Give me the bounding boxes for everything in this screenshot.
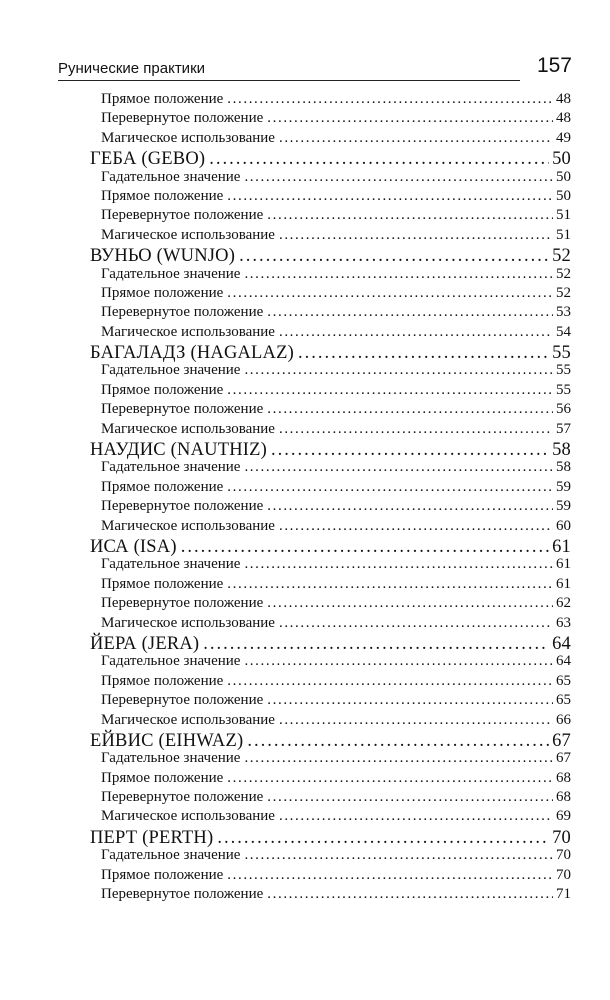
toc-entry-page: 61 xyxy=(556,556,571,573)
toc-section-entry xyxy=(90,653,571,672)
toc-entry-page: 69 xyxy=(556,808,571,825)
toc-entry-title: Прямое положение xyxy=(101,672,224,689)
dot-leader xyxy=(267,886,553,903)
dot-leader xyxy=(227,91,553,108)
toc-entry-page: 53 xyxy=(556,304,571,321)
dot-leader xyxy=(279,808,553,825)
toc-entry-page: 61 xyxy=(556,575,571,592)
dot-leader xyxy=(267,595,553,612)
toc-entry-page: 61 xyxy=(552,536,571,557)
toc-entry-page: 51 xyxy=(556,226,571,243)
dot-leader xyxy=(244,362,553,379)
dot-leader xyxy=(267,304,553,321)
toc-entry-page: 65 xyxy=(556,692,571,709)
toc-chapter-entry xyxy=(90,440,571,459)
toc-entry-title: БАГАЛАДЗ (HAGALAZ) xyxy=(90,343,294,364)
toc-section-entry xyxy=(90,673,571,692)
dot-leader xyxy=(217,828,549,849)
dot-leader xyxy=(244,266,553,283)
toc-entry-title: Магическое использование xyxy=(101,226,275,243)
running-header xyxy=(58,56,572,84)
toc-entry-title: Перевернутое положение xyxy=(101,110,264,127)
toc-entry-title: Магическое использование xyxy=(101,517,275,534)
toc-entry-page: 59 xyxy=(556,478,571,495)
toc-entry-title: Прямое положение xyxy=(101,381,224,398)
toc-entry-page: 64 xyxy=(556,653,571,670)
dot-leader xyxy=(279,130,553,147)
toc-entry-title: Гадательное значение xyxy=(101,847,241,864)
toc-entry-page: 59 xyxy=(556,498,571,515)
toc-entry-page: 52 xyxy=(556,265,571,282)
toc-entry-page: 67 xyxy=(552,730,571,751)
dot-leader xyxy=(227,382,553,399)
toc-entry-page: 55 xyxy=(552,343,571,364)
table-of-contents xyxy=(90,91,571,905)
toc-entry-title: ГЕБА (GEBO) xyxy=(90,149,206,170)
toc-section-entry xyxy=(90,712,571,731)
toc-chapter-entry xyxy=(90,246,571,265)
toc-entry-title: ВУНЬО (WUNJO) xyxy=(90,246,236,267)
toc-entry-page: 56 xyxy=(556,401,571,418)
toc-entry-title: НАУДИС (NAUTHIZ) xyxy=(90,440,267,461)
toc-entry-page: 68 xyxy=(556,789,571,806)
toc-entry-title: Гадательное значение xyxy=(101,653,241,670)
toc-section-entry xyxy=(90,382,571,401)
toc-section-entry xyxy=(90,266,571,285)
toc-entry-title: Магическое использование xyxy=(101,614,275,631)
toc-entry-page: 49 xyxy=(556,129,571,146)
dot-leader xyxy=(244,847,553,864)
toc-entry-title: Гадательное значение xyxy=(101,168,241,185)
dot-leader xyxy=(267,207,553,224)
toc-entry-page: 50 xyxy=(552,149,571,170)
toc-chapter-entry xyxy=(90,343,571,362)
toc-entry-title: Магическое использование xyxy=(101,711,275,728)
toc-entry-page: 71 xyxy=(556,886,571,903)
dot-leader xyxy=(244,459,553,476)
toc-entry-title: Прямое положение xyxy=(101,769,224,786)
toc-section-entry xyxy=(90,615,571,634)
toc-section-entry xyxy=(90,808,571,827)
dot-leader xyxy=(279,615,553,632)
toc-entry-page: 58 xyxy=(552,440,571,461)
toc-section-entry xyxy=(90,362,571,381)
toc-section-entry xyxy=(90,304,571,323)
toc-section-entry xyxy=(90,556,571,575)
toc-section-entry xyxy=(90,188,571,207)
toc-section-entry xyxy=(90,130,571,149)
toc-entry-title: Магическое использование xyxy=(101,808,275,825)
dot-leader xyxy=(227,285,553,302)
toc-entry-page: 66 xyxy=(556,711,571,728)
dot-leader xyxy=(227,188,553,205)
toc-section-entry xyxy=(90,595,571,614)
toc-section-entry xyxy=(90,459,571,478)
toc-entry-title: Перевернутое положение xyxy=(101,207,264,224)
toc-section-entry xyxy=(90,498,571,517)
dot-leader xyxy=(239,246,549,267)
dot-leader xyxy=(267,110,553,127)
page-number: 157 xyxy=(536,54,572,77)
dot-leader xyxy=(271,440,549,461)
toc-entry-page: 70 xyxy=(556,866,571,883)
dot-leader xyxy=(247,731,549,752)
toc-section-entry xyxy=(90,692,571,711)
toc-entry-page: 64 xyxy=(552,633,571,654)
toc-entry-title: Перевернутое положение xyxy=(101,401,264,418)
toc-entry-title: Гадательное значение xyxy=(101,750,241,767)
toc-entry-page: 48 xyxy=(556,110,571,127)
toc-entry-page: 55 xyxy=(556,362,571,379)
toc-section-entry xyxy=(90,886,571,905)
toc-entry-title: Прямое положение xyxy=(101,575,224,592)
toc-chapter-entry xyxy=(90,731,571,750)
dot-leader xyxy=(267,789,553,806)
toc-entry-title: Магическое использование xyxy=(101,420,275,437)
toc-entry-page: 67 xyxy=(556,750,571,767)
dot-leader xyxy=(267,498,553,515)
toc-entry-page: 57 xyxy=(556,420,571,437)
toc-entry-title: Прямое положение xyxy=(101,187,224,204)
toc-entry-page: 60 xyxy=(556,517,571,534)
dot-leader xyxy=(267,401,553,418)
toc-section-entry xyxy=(90,207,571,226)
toc-entry-page: 65 xyxy=(556,672,571,689)
dot-leader xyxy=(298,343,549,364)
toc-section-entry xyxy=(90,770,571,789)
toc-section-entry xyxy=(90,518,571,537)
header-rule xyxy=(58,80,520,81)
toc-entry-page: 70 xyxy=(552,827,571,848)
toc-section-entry xyxy=(90,867,571,886)
toc-entry-page: 54 xyxy=(556,323,571,340)
dot-leader xyxy=(227,479,553,496)
toc-section-entry xyxy=(90,421,571,440)
toc-entry-page: 63 xyxy=(556,614,571,631)
toc-entry-title: ЕЙВИС (EIHWAZ) xyxy=(90,730,244,751)
toc-section-entry xyxy=(90,227,571,246)
toc-entry-page: 55 xyxy=(556,381,571,398)
toc-entry-title: ПЕРТ (PERTH) xyxy=(90,827,214,848)
toc-entry-page: 50 xyxy=(556,168,571,185)
toc-chapter-entry xyxy=(90,634,571,653)
dot-leader xyxy=(244,750,553,767)
dot-leader xyxy=(244,556,553,573)
toc-section-entry xyxy=(90,576,571,595)
dot-leader xyxy=(181,537,549,558)
toc-section-entry xyxy=(90,324,571,343)
toc-entry-page: 52 xyxy=(552,246,571,267)
toc-section-entry xyxy=(90,847,571,866)
dot-leader xyxy=(244,653,553,670)
toc-entry-page: 48 xyxy=(556,91,571,107)
toc-section-entry xyxy=(90,169,571,188)
toc-entry-title: Прямое положение xyxy=(101,284,224,301)
dot-leader xyxy=(279,421,553,438)
dot-leader xyxy=(279,227,553,244)
toc-entry-title: Прямое положение xyxy=(101,91,224,107)
toc-entry-title: Перевернутое положение xyxy=(101,692,264,709)
toc-entry-title: Прямое положение xyxy=(101,866,224,883)
toc-section-entry xyxy=(90,479,571,498)
toc-section-entry xyxy=(90,750,571,769)
dot-leader xyxy=(227,770,553,787)
toc-entry-page: 58 xyxy=(556,459,571,476)
toc-entry-title: Перевернутое положение xyxy=(101,498,264,515)
toc-chapter-entry xyxy=(90,149,571,168)
toc-entry-title: Гадательное значение xyxy=(101,459,241,476)
dot-leader xyxy=(267,692,553,709)
dot-leader xyxy=(227,576,553,593)
toc-entry-title: Перевернутое положение xyxy=(101,304,264,321)
toc-section-entry xyxy=(90,401,571,420)
toc-entry-title: Магическое использование xyxy=(101,323,275,340)
toc-entry-page: 68 xyxy=(556,769,571,786)
toc-chapter-entry xyxy=(90,828,571,847)
running-header-title: Рунические практики xyxy=(58,60,206,77)
toc-entry-title: Гадательное значение xyxy=(101,362,241,379)
dot-leader xyxy=(209,149,549,170)
dot-leader xyxy=(279,712,553,729)
toc-entry-page: 62 xyxy=(556,595,571,612)
dot-leader xyxy=(227,867,553,884)
toc-entry-title: Магическое использование xyxy=(101,129,275,146)
toc-entry-page: 50 xyxy=(556,187,571,204)
dot-leader xyxy=(244,169,553,186)
toc-entry-title: ЙЕРА (JERA) xyxy=(90,633,200,654)
toc-entry-title: Перевернутое положение xyxy=(101,789,264,806)
toc-section-entry xyxy=(90,789,571,808)
toc-entry-page: 51 xyxy=(556,207,571,224)
toc-entry-title: Прямое положение xyxy=(101,478,224,495)
toc-section-entry xyxy=(90,285,571,304)
toc-entry-page: 52 xyxy=(556,284,571,301)
dot-leader xyxy=(279,324,553,341)
toc-section-entry xyxy=(90,91,571,110)
toc-entry-page: 70 xyxy=(556,847,571,864)
dot-leader xyxy=(227,673,553,690)
toc-section-entry xyxy=(90,110,571,129)
dot-leader xyxy=(279,518,553,535)
toc-entry-title: Перевернутое положение xyxy=(101,886,264,903)
toc-entry-title: Гадательное значение xyxy=(101,265,241,282)
toc-entry-title: Гадательное значение xyxy=(101,556,241,573)
toc-entry-title: Перевернутое положение xyxy=(101,595,264,612)
dot-leader xyxy=(203,634,549,655)
toc-entry-title: ИСА (ISA) xyxy=(90,536,177,557)
toc-chapter-entry xyxy=(90,537,571,556)
